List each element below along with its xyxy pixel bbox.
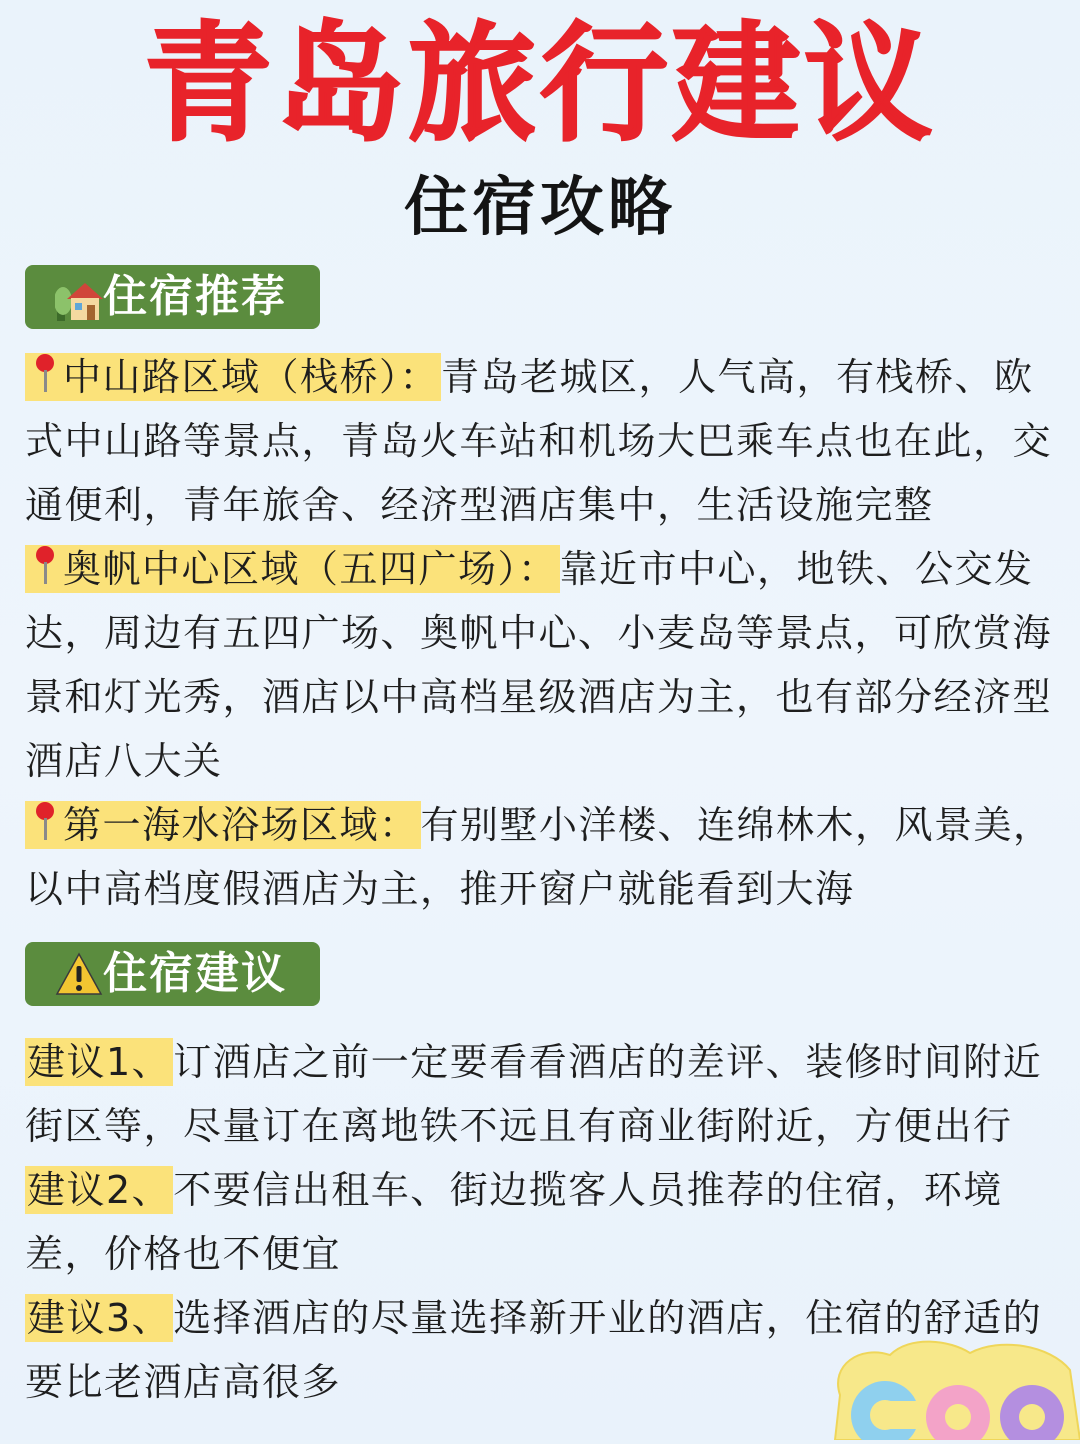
item-text: 青岛老城区，人气高，有栈桥、欧式中山路等景点，青岛火车站和机场大巴乘车点也在此，交通便利，青年旅舍、经济型酒店集中，生活设施完整	[25, 355, 1053, 527]
section-tag-label: 住宿推荐	[103, 271, 287, 322]
section-tag-accommodation-recommendations	[25, 265, 320, 329]
list-item	[25, 537, 1065, 793]
highlighted-heading: 建议2、	[27, 1168, 172, 1212]
item-heading: 中山路区域（栈桥）：	[63, 355, 440, 399]
highlighted-heading: 建议3、	[27, 1296, 172, 1340]
highlighted-heading	[25, 353, 441, 401]
list-item	[25, 1030, 1065, 1158]
section-tag-label: 住宿建议	[103, 948, 287, 999]
list-item	[25, 793, 1065, 921]
item-text: 选择酒店的尽量选择新开业的酒店，住宿的舒适的要比老酒店高很多	[25, 1296, 1043, 1404]
item-text: 有别墅小洋楼、连绵林木，风景美，以中高档度假酒店为主，推开窗户就能看到大海	[25, 803, 1053, 911]
list-item	[25, 1158, 1065, 1286]
highlighted-heading	[25, 545, 560, 593]
item-text: 靠近市中心，地铁、公交发达，周边有五四广场、奥帆中心、小麦岛等景点，可欣赏海景和灯光秀，酒店以中高档星级酒店为主，也有部分经济型酒店八大关	[25, 547, 1053, 783]
warning-icon	[55, 942, 103, 1006]
highlighted-heading	[25, 801, 421, 849]
item-heading: 奥帆中心区域（五四广场）：	[63, 547, 558, 591]
recommendations-list	[25, 345, 1065, 921]
page-subtitle: 住宿攻略	[404, 171, 676, 245]
page-title: 青岛旅行建议	[143, 10, 936, 159]
pin-icon	[27, 544, 63, 588]
list-item	[25, 345, 1065, 537]
house-icon	[55, 265, 103, 329]
highlighted-heading: 建议1、	[27, 1040, 172, 1084]
cool-sticker-decoration	[820, 1335, 1080, 1440]
item-heading: 第一海水浴场区域：	[63, 803, 419, 847]
item-text: 不要信出租车、街边揽客人员推荐的住宿，环境差，价格也不便宜	[25, 1168, 1003, 1276]
section-tag-accommodation-advice	[25, 942, 320, 1006]
pin-icon	[27, 352, 63, 396]
pin-icon	[27, 800, 63, 844]
item-text: 订酒店之前一定要看看酒店的差评、装修时间附近街区等，尽量订在离地铁不远且有商业街附近，方便出行	[25, 1040, 1043, 1148]
